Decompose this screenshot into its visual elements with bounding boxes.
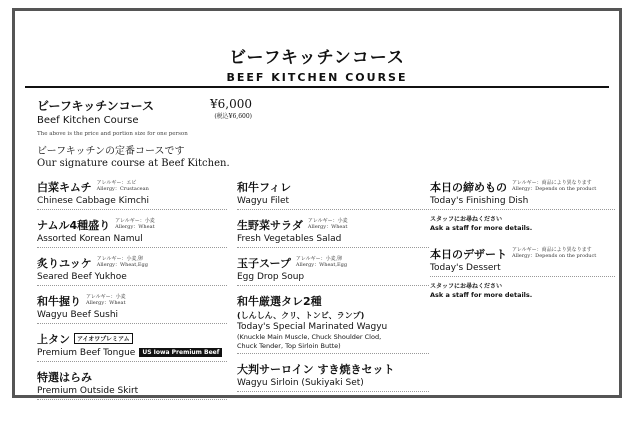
allergy-jp: アレルギー：小麦,卵: [96, 256, 144, 262]
item-name-jp: 上タン: [37, 333, 70, 346]
allergy-en: Allergy：Crustacean: [96, 186, 149, 192]
staff-note-en: Ask a staff for more details.: [430, 224, 533, 232]
allergy-en: Allergy：Wheat: [307, 224, 348, 230]
menu-item: [37, 255, 227, 286]
item-detail: Chuck Tender, Top Sirloin Butte): [237, 342, 341, 350]
course-name-en: Beef Kitchen Course: [37, 115, 139, 126]
menu-item-block: [430, 179, 615, 232]
allergy-info: [97, 180, 149, 192]
item-name-en: Today's Finishing Dish: [430, 196, 529, 206]
menu-item: [430, 246, 615, 277]
item-name-en: Fresh Vegetables Salad: [237, 234, 342, 244]
item-name-en: Today's Dessert: [430, 263, 501, 273]
item-name-jp: 特選はらみ: [37, 371, 92, 384]
allergy-jp: アレルギー：小麦,卵: [295, 256, 343, 262]
item-name-en: Wagyu Sirloin (Sukiyaki Set): [237, 378, 364, 388]
price-with-tax: (税込¥6,600): [214, 113, 252, 120]
allergy-info: [97, 256, 148, 268]
menu-item-block: [430, 246, 615, 299]
item-name-jp: 本日のデザート: [430, 248, 507, 261]
item-name-en: Wagyu Filet: [237, 196, 290, 206]
allergy-en: Allergy：Wheat: [86, 300, 126, 306]
menu-item: [237, 361, 429, 392]
allergy-en: Allergy：Wheat,Egg: [96, 262, 148, 268]
allergy-info: [512, 180, 596, 192]
menu-item: [37, 217, 227, 248]
item-name-jp: 和牛フィレ: [237, 181, 292, 194]
premium-badge-en: US Iowa Premium Beef: [139, 348, 222, 357]
item-name-jp: 大判サーロイン すき焼きセット: [237, 363, 395, 376]
allergy-info: [86, 294, 126, 306]
menu-item: [37, 331, 227, 362]
allergy-jp: アレルギー：商品により異なります: [512, 247, 592, 253]
allergy-en: Allergy：Depends on the product: [512, 253, 597, 259]
item-name-en: Premium Outside Skirt: [37, 386, 139, 396]
course-name-jp: ビーフキッチンコース: [37, 99, 155, 113]
item-name-jp: 和牛握り: [37, 295, 81, 308]
allergy-info: [308, 218, 348, 230]
allergy-jp: アレルギー：商品により異なります: [512, 180, 592, 186]
item-name-jp: 本日の締めもの: [430, 181, 507, 194]
item-detail: (Knuckle Main Muscle, Chuck Shoulder Clod,: [237, 333, 382, 341]
item-name-en: Chinese Cabbage Kimchi: [37, 196, 149, 206]
price-amount: ¥6,000: [210, 97, 252, 111]
allergy-en: Allergy：Wheat,Egg: [295, 262, 348, 268]
allergy-info: [115, 218, 155, 230]
menu-column-3: [430, 179, 615, 313]
item-name-jp: 炙りユッケ: [37, 257, 92, 270]
staff-note-jp: スタッフにお尋ねください: [430, 283, 503, 290]
item-name-jp: 和牛厳選タレ2種: [237, 295, 322, 308]
page-title-jp: ビーフキッチンコース: [229, 48, 405, 68]
header-rule: [25, 86, 609, 88]
menu-item: [37, 369, 227, 400]
course-price: [210, 97, 252, 120]
item-name-en: Premium Beef Tongue: [37, 348, 136, 358]
menu-item: [430, 179, 615, 210]
item-name-jp: 白菜キムチ: [37, 181, 92, 194]
item-name-en: Assorted Korean Namul: [37, 234, 143, 244]
item-name-jp: 玉子スープ: [237, 257, 291, 270]
menu-column-2: [237, 179, 429, 399]
allergy-jp: アレルギー：小麦: [115, 218, 155, 224]
allergy-en: Allergy：Depends on the product: [512, 186, 597, 192]
allergy-info: [296, 256, 347, 268]
item-name-en: Today's Special Marinated Wagyu: [237, 322, 388, 332]
item-name-en: Wagyu Beef Sushi: [37, 310, 119, 320]
item-name-en: Seared Beef Yukhoe: [37, 272, 127, 282]
menu-item: [237, 293, 429, 354]
item-subtitle-jp: (しんしん、クリ、トンビ、ランプ): [237, 311, 365, 320]
item-name-en: Egg Drop Soup: [237, 272, 305, 282]
page-title-en: BEEF KITCHEN COURSE: [226, 71, 408, 84]
course-description-jp: ビーフキッチンの定番コースです: [37, 146, 185, 157]
price-note: The above is the price and portion size for one person: [37, 131, 188, 137]
menu-item: [237, 217, 429, 248]
menu-item: [237, 255, 429, 286]
course-summary: [37, 97, 252, 169]
staff-note-en: Ask a staff for more details.: [430, 291, 533, 299]
allergy-jp: アレルギー：エビ: [96, 180, 137, 186]
premium-badge-jp: アイオワプレミアム: [74, 333, 133, 344]
menu-item: [37, 179, 227, 210]
menu-column-1: [37, 179, 227, 407]
staff-note-jp: スタッフにお尋ねください: [430, 216, 503, 223]
allergy-en: Allergy：Wheat: [115, 224, 155, 230]
allergy-jp: アレルギー：小麦: [307, 218, 348, 224]
course-description-en: Our signature course at Beef Kitchen.: [37, 158, 230, 169]
menu-header: [15, 43, 619, 84]
item-name-jp: 生野菜サラダ: [237, 219, 303, 232]
allergy-jp: アレルギー：小麦: [86, 294, 126, 300]
menu-item: [37, 293, 227, 324]
menu-item: [237, 179, 429, 210]
allergy-info: [512, 247, 596, 259]
menu-page: [12, 8, 622, 398]
item-name-jp: ナムル4種盛り: [37, 219, 111, 232]
